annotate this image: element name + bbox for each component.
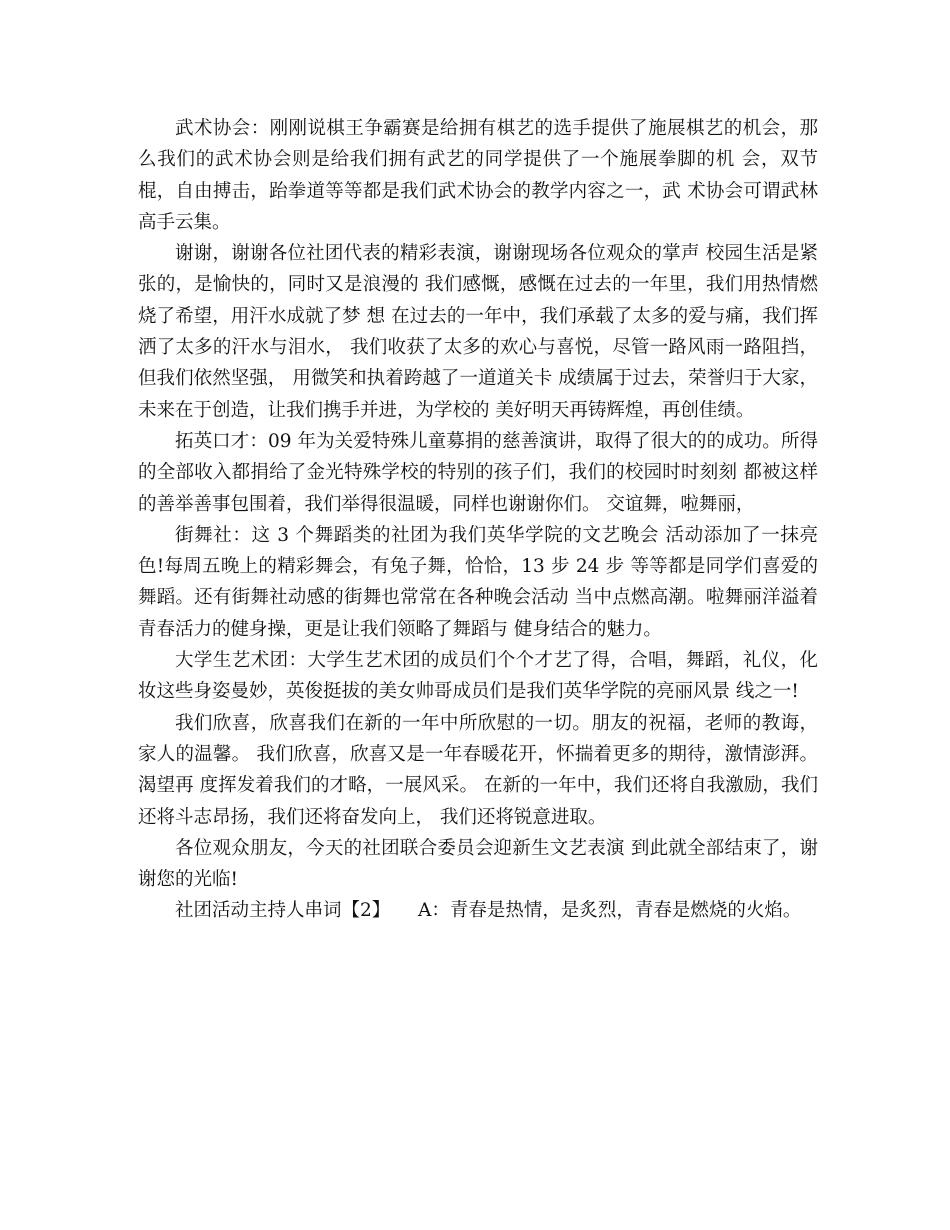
document-body	[138, 113, 818, 927]
paragraph-host-script-2: 社团活动主持人串词【2】 A：青春是热情，是炙烈，青春是燃烧的火焰。	[175, 900, 802, 922]
paragraph-art-troupe: 大学生艺术团：大学生艺术团的成员们个个才艺了得，合唱，舞蹈，礼仪，化妆这些身姿曼妙，英俊挺拔的美女帅哥成员们是我们英华学院的亮丽风景 线之一!	[138, 650, 818, 703]
paragraph-closing: 各位观众朋友，今天的社团联合委员会迎新生文艺表演 到此就全部结束了，谢谢您的光临!	[138, 837, 818, 891]
paragraph-martial-arts-club: 武术协会：刚刚说棋王争霸赛是给拥有棋艺的选手提供了施展棋艺的机会，那么我们的武术协会则是给我们拥有武艺的同学提供了一个施展拳脚的机 会，双节棍，自由搏击，跆拳道等等都是我们武术协会的教学内容之一，武 术协会可谓武林高手云集。	[138, 118, 818, 233]
paragraph-eloquence-club: 拓英口才：09 年为关爱特殊儿童募捐的慈善演讲，取得了很大的的成功。所得的全部收入都捐给了金光特殊学校的特别的孩子们，我们的校园时时刻刻 都被这样的善举善事包围着，我们举得很温暖，同样也谢谢你们。 交谊舞，啦舞丽，	[138, 430, 818, 515]
paragraph-joy: 我们欣喜，欣喜我们在新的一年中所欣慰的一切。朋友的祝福，老师的教诲，家人的温馨。 我们欣喜，欣喜又是一年春暖花开，怀揣着更多的期待，激情澎湃。渴望再 度挥发着我们的才略，一展风采。 在新的一年中，我们还将自我激励，我们还将斗志昂扬，我们还将奋发向上， 我们还将锐意进取。	[138, 712, 818, 828]
paragraph-street-dance-club: 街舞社：这 3 个舞蹈类的社团为我们英华学院的文艺晚会 活动添加了一抹亮色!每周五晚上的精彩舞会，有兔子舞，恰恰，13 步 24 步 等等都是同学们喜爱的舞蹈。还有街舞社动感的街舞也常常在各种晚会活动 当中点燃高潮。啦舞丽洋溢着青春活力的健身操，更是让我们领略了舞蹈与 健身结合的魅力。	[138, 524, 818, 640]
paragraph-thanks: 谢谢，谢谢各位社团代表的精彩表演，谢谢现场各位观众的掌声 校园生活是紧张的，是愉快的，同时又是浪漫的 我们感慨，感慨在过去的一年里，我们用热情燃烧了希望，用汗水成就了梦 想 在过去的一年中，我们承载了太多的爱与痛，我们挥洒了太多的汗水与泪水， 我们收获了太多的欢心与喜悦，尽管一路风雨一路阻挡，但我们依然坚强， 用微笑和执着跨越了一道道关卡 成绩属于过去，荣誉归于大家，未来在于创造，让我们携手并进，为学校的 美好明天再铸辉煌，再创佳绩。	[138, 243, 818, 421]
